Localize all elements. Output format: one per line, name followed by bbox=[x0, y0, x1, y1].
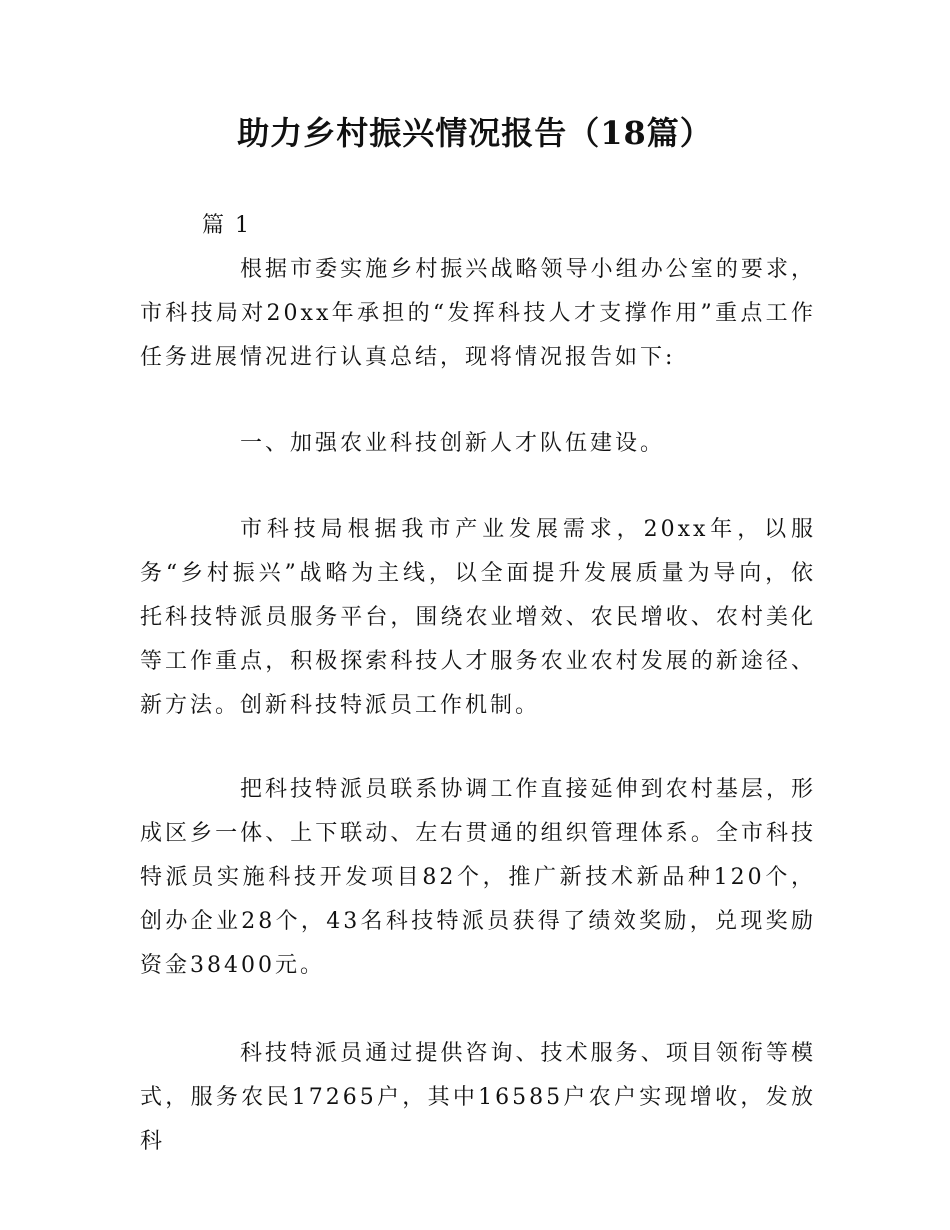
paragraph-results: 把科技特派员联系协调工作直接延伸到农村基层，形成区乡一体、上下联动、左右贯通的组织管理体系。全市科技特派员实施科技开发项目82个，推广新技术新品种120个，创办企业28个，43名科技特派员获得了绩效奖励，兑现奖励资金38400元。 bbox=[140, 777, 816, 978]
document-title: 助力乡村振兴情况报告（18篇） bbox=[237, 114, 713, 152]
paragraph-intro: 根据市委实施乡村振兴战略领导小组办公室的要求，市科技局对20xx年承担的“发挥科技人才支撑作用”重点工作任务进展情况进行认真总结，现将情况报告如下: bbox=[140, 257, 816, 370]
section-heading: 一、加强农业科技创新人才队伍建设。 bbox=[240, 431, 666, 456]
section-label: 篇 1 bbox=[202, 213, 251, 238]
paragraph-strategy: 市科技局根据我市产业发展需求，20xx年，以服务“乡村振兴”战略为主线，以全面提升发展质量为导向，依托科技特派员服务平台，围绕农业增效、农民增收、农村美化等工作重点，积极探索科技人才服务农业农村发展的新途径、新方法。创新科技特派员工作机制。 bbox=[140, 517, 816, 718]
paragraph-services: 科技特派员通过提供咨询、技术服务、项目领衔等模式，服务农民17265户，其中16585户农户实现增收，发放科 bbox=[140, 1041, 816, 1154]
